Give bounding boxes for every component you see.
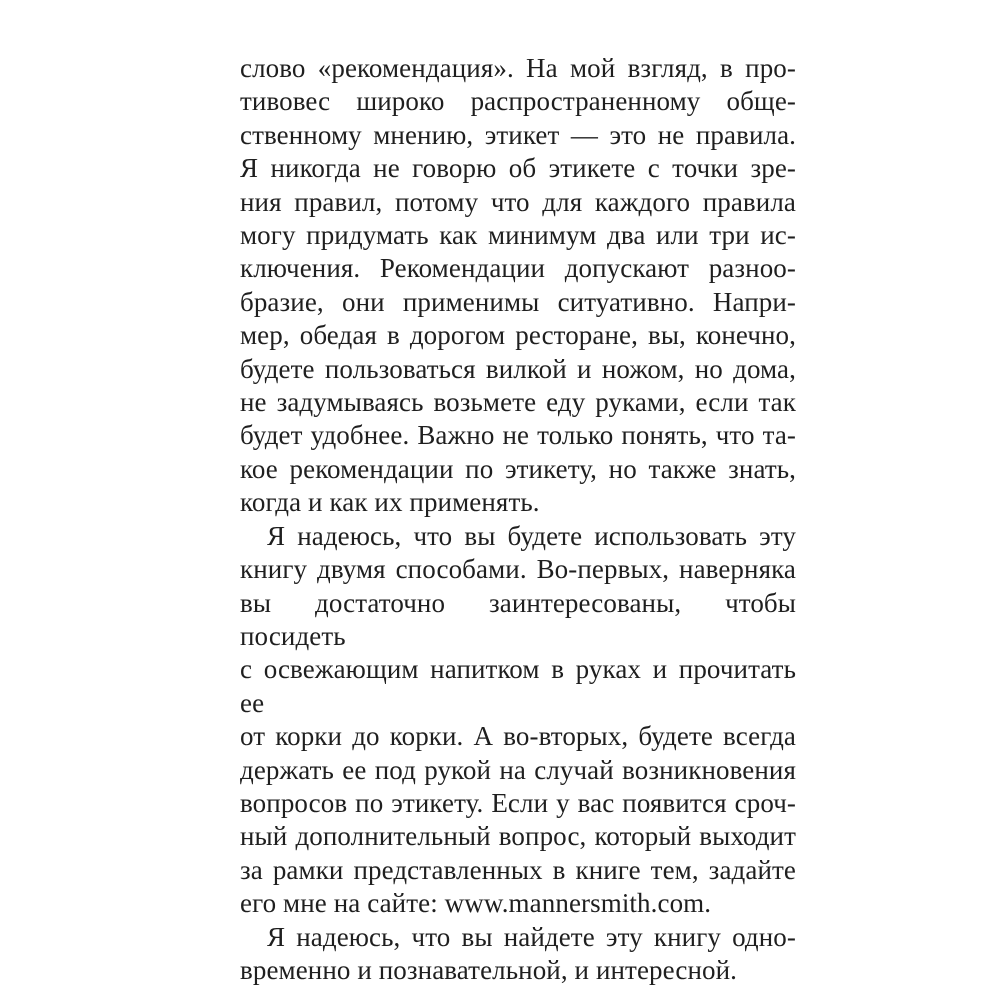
body-text — [240, 52, 796, 987]
text-line: ный дополнительный вопрос, который выходит — [240, 821, 796, 852]
text-line: не задумываясь возьмете еду руками, если так — [240, 387, 796, 418]
text-line: ственному мнению, этикет — это не правила. — [240, 119, 796, 150]
text-line: когда и как их применять. — [240, 487, 540, 518]
text-line: Я надеюсь, что вы будете использовать эту — [267, 520, 796, 551]
text-line: бразие, они применимы ситуативно. Напри- — [240, 286, 796, 317]
paragraph — [240, 921, 796, 988]
paragraph — [240, 520, 796, 921]
text-line: будете пользоваться вилкой и ножом, но дома, — [240, 353, 796, 384]
text-line: Я надеюсь, что вы найдете эту книгу одно- — [267, 921, 796, 952]
text-line: от корки до корки. А во-вторых, будете всегда — [240, 721, 796, 752]
text-line: слово «рекомендация». На мой взгляд, в про- — [240, 53, 796, 83]
text-line: Я никогда не говорю об этикете с точки зре- — [240, 153, 796, 184]
text-line: могу придумать как минимум два или три ис- — [240, 220, 796, 251]
text-line: за рамки представленных в книге тем, задайте — [240, 854, 796, 885]
text-line: кое рекомендации по этикету, но также знать, — [240, 453, 796, 484]
text-line: ния правил, потому что для каждого правила — [240, 186, 796, 217]
text-line: его мне на сайте: www.mannersmith.com. — [240, 888, 712, 919]
text-line: вопросов по этикету. Если у вас появится сроч- — [240, 787, 796, 818]
text-line: тивовес широко распространенному обще- — [240, 86, 796, 117]
text-line: вы достаточно заинтересованы, чтобы посидеть — [240, 587, 796, 651]
text-line: с освежающим напитком в руках и прочитать ее — [240, 654, 796, 718]
text-line: будет удобнее. Важно не только понять, что та- — [240, 420, 796, 451]
text-line: книгу двумя способами. Во-первых, наверняка — [240, 554, 796, 585]
text-line: держать ее под рукой на случай возникновения — [240, 754, 796, 785]
paragraph — [240, 52, 796, 520]
text-line: мер, обедая в дорогом ресторане, вы, конечно, — [240, 320, 796, 351]
text-line: временно и познавательной, и интересной. — [240, 954, 738, 985]
text-line: ключения. Рекомендации допускают разноо- — [240, 253, 796, 284]
